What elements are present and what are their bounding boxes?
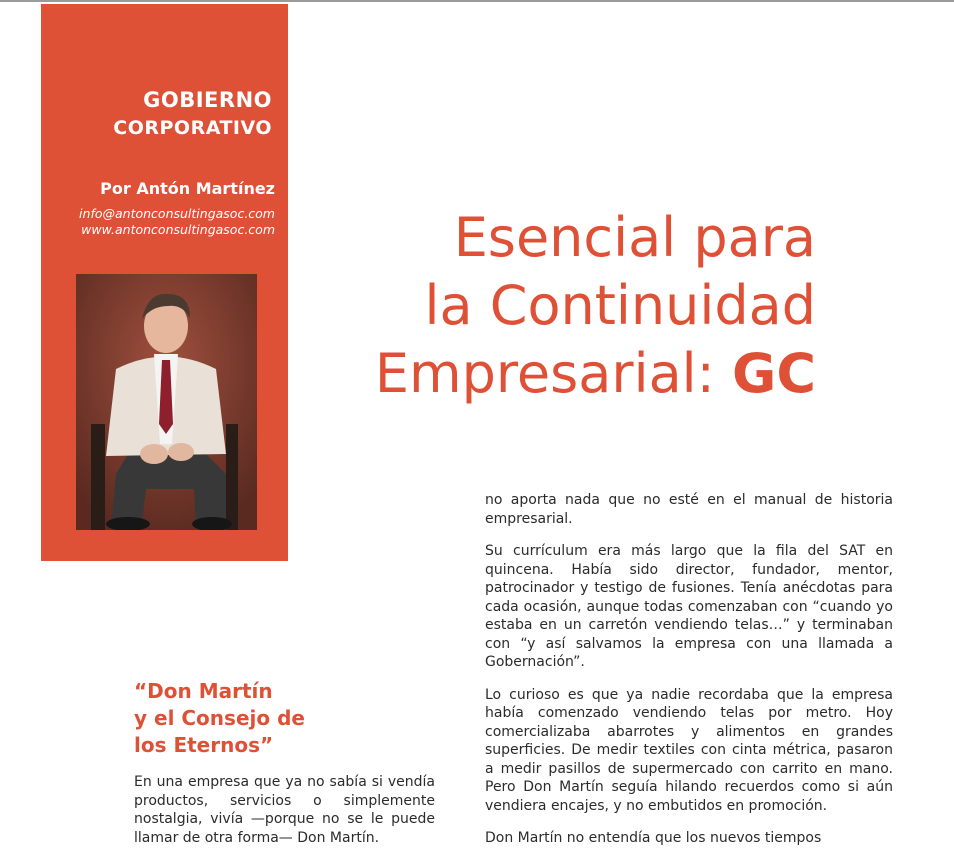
author-photo-illustration — [76, 274, 257, 530]
body-paragraph: Don Martín no entendía que los nuevos tiempos — [485, 830, 822, 846]
headline-line3-regular: Empresarial: — [374, 342, 733, 406]
pull-quote-line3: los Eternos” — [134, 733, 274, 757]
article-headline — [256, 204, 816, 408]
pull-quote — [134, 678, 344, 759]
body-paragraph: no aporta nada que no esté en el manual de historia empresarial. — [485, 492, 893, 527]
section-label — [52, 86, 272, 142]
body-column-right — [485, 491, 893, 862]
body-paragraph: Lo curioso es que ya nadie recordaba que la empresa había comenzado vendiendo telas por metro. Hoy comercializaba abarrotes y alimentos en grandes superficies. De medir textiles con cinta métrica, pasaron a medir pasillos de supermercado con carrito en mano. Pero Don Martín seguía hilando recuerdos como si aún vendiera encajes, y no embutidos en promoción. — [485, 686, 893, 814]
headline-line1: Esencial para — [453, 206, 816, 270]
headline-line3 — [256, 340, 816, 408]
section-label-line1: GOBIERNO — [143, 88, 272, 112]
pull-quote-line2: y el Consejo de — [134, 706, 305, 730]
pull-quote-line1: “Don Martín — [134, 679, 273, 703]
headline-line3-bold: GC — [732, 342, 816, 406]
author-photo — [76, 274, 257, 530]
author-website[interactable]: www.antonconsultingasoc.com — [81, 222, 275, 237]
author-contact — [35, 206, 275, 238]
body-column-left — [134, 773, 435, 861]
body-paragraph: Su currículum era más largo que la fila del SAT en quincena. Había sido director, fundador, mentor, patrocinador y testigo de fusiones. Tenía anécdotas para cada ocasión, aunque todas comenzaban con “cuando yo estaba en un carretón vendiendo telas…” y terminaban con “y así salvamos la empresa con una llamada a Gobernación”. — [485, 543, 893, 670]
headline-line2: la Continuidad — [424, 274, 816, 338]
author-byline: Por Antón Martínez — [100, 179, 275, 198]
top-border — [0, 0, 954, 2]
body-paragraph: En una empresa que ya no sabía si vendía productos, servicios o simplemente nostalgia, vivía —porque no se le puede llamar de otra forma— Don Martín. — [134, 774, 435, 846]
author-email[interactable]: info@antonconsultingasoc.com — [79, 206, 275, 221]
author-sidebar — [41, 4, 288, 561]
section-label-line2: CORPORATIVO — [113, 117, 272, 139]
